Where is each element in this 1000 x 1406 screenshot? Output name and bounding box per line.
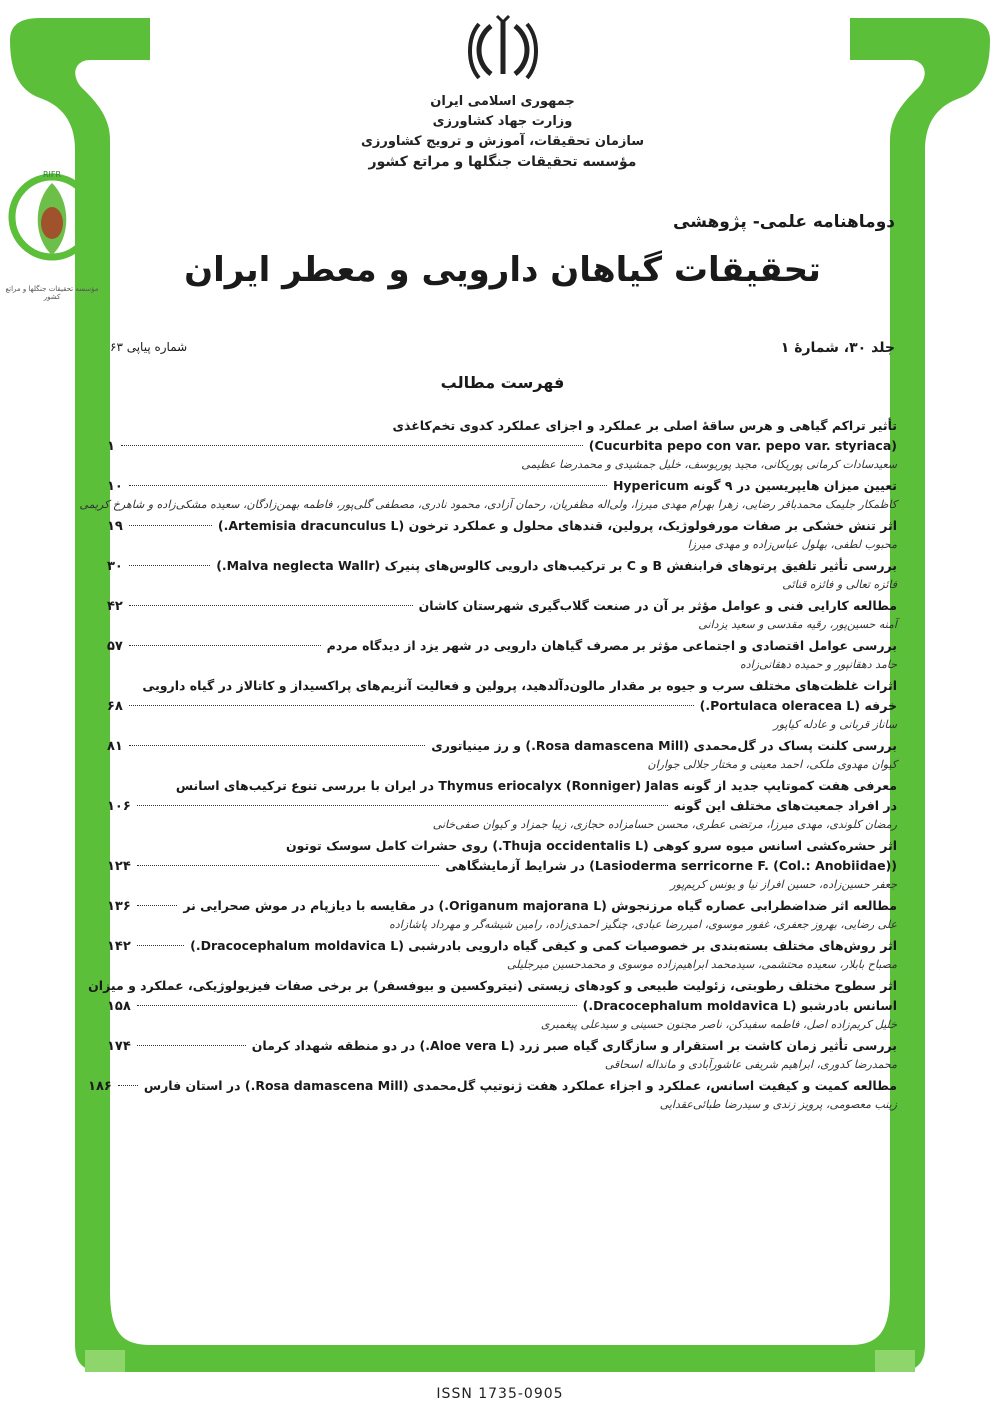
toc-entry[interactable] — [107, 636, 897, 673]
issuer-line: مؤسسه تحقیقات جنگلها و مراتع کشور — [368, 154, 637, 170]
toc-title-line — [107, 596, 897, 617]
toc-authors: خلیل کریم‌زاده اصل، فاطمه سفیدکن، ناصر مجنون حسینی و سیدعلی پیغمبری — [540, 1018, 897, 1031]
dot-leader — [129, 705, 694, 706]
toc-page-number: ۳۰ — [107, 559, 123, 574]
toc-title-line — [88, 1076, 897, 1097]
toc-title-text: بررسی تأثیر تلفیق پرتوهای فرابنفش B و C بر ترکیب‌های دارویی کالوس‌های پنیرک (Malva neglecta Wallr.) — [216, 558, 897, 573]
toc-title-line — [107, 416, 897, 436]
toc-authors: حامد دهقانپور و حمیده دهقانی‌زاده — [740, 658, 897, 671]
toc-title-text: معرفی هفت کموتایپ جدید از گونه Thymus eriocalyx (Ronniger) Jalas در ایران با بررسی تنوع ترکیب‌های اسانس — [175, 778, 897, 793]
toc-title-text: اثرات غلظت‌های مختلف سرب و جیوه بر مقدار مالون‌دآلدهید، پرولین و فعالیت آنزیم‌های پراکسیداز و کاتالاز در گیاه دارویی — [142, 678, 897, 693]
toc-title-text: تعیین میزان هایپریسین در ۹ گونه Hypericum — [612, 478, 897, 493]
toc-title-text: تأثیر تراکم گیاهی و هرس ساقهٔ اصلی بر عملکرد و اجزای عملکرد کدوی تخم‌کاغذی — [392, 418, 897, 433]
toc-page-number: ۱۳۶ — [107, 899, 131, 914]
toc-authors: آمنه حسین‌پور، رقیه مقدسی و سعید یزدانی — [698, 618, 897, 631]
toc-entry[interactable] — [107, 936, 897, 973]
toc-title-text: اثر حشره‌کشی اسانس میوه سرو کوهی (Thuja occidentalis L.) روی حشرات کامل سوسک توتون — [285, 838, 897, 853]
toc-entry[interactable] — [107, 556, 897, 593]
toc-title-line — [107, 936, 897, 957]
toc-authors: مصباح بابلار، سعیده محتشمی، سیدمحمد ابراهیم‌زاده موسوی و محمدحسین میرجلیلی — [507, 958, 897, 971]
toc-authors: محبوب لطفی، بهلول عباس‌زاده و مهدی میرزا — [687, 538, 897, 551]
dot-leader — [129, 645, 321, 646]
dot-leader — [118, 1085, 138, 1086]
toc-authors: ساناز قربانی و عادله کیاپور — [773, 718, 897, 731]
toc-title-line — [107, 896, 897, 917]
dot-leader — [137, 865, 440, 866]
toc-entry[interactable] — [79, 476, 897, 513]
table-of-contents — [79, 416, 897, 1116]
toc-authors: فائزه تعالی و فائزه قنائی — [782, 578, 897, 591]
toc-title-line — [107, 476, 897, 497]
toc-authors: علی رضایی، بهروز جعفری، غفور موسوی، امیررضا عبادی، چنگیز احمدی‌زاده، رامین شیشه‌گر و مهرداد پاشازاده — [389, 918, 897, 931]
dot-leader — [137, 1005, 577, 1006]
toc-entry[interactable] — [107, 516, 897, 553]
toc-title-text: اسانس بادرشبو (Dracocephalum moldavica L.) — [582, 998, 897, 1013]
national-emblem-icon — [465, 12, 541, 82]
dot-leader — [137, 1045, 246, 1046]
toc-entry[interactable] — [107, 416, 897, 473]
toc-entry[interactable] — [107, 1036, 897, 1073]
toc-title-line — [88, 976, 897, 996]
toc-entry[interactable] — [107, 736, 897, 773]
toc-title-line — [107, 636, 897, 657]
dot-leader — [137, 805, 668, 806]
toc-page-number: ۱۰۶ — [107, 799, 131, 814]
toc-title-text: اثر تنش خشکی بر صفات مورفولوژیک، پرولین، قندهای محلول و عملکرد ترخون (Artemisia dracunculus L.) — [217, 518, 897, 533]
toc-title-text: خرفه (Portulaca oleracea L.) — [699, 698, 897, 713]
logo-acronym: RIFR — [42, 170, 62, 179]
serial-number: شماره پیاپی ۶۳ — [110, 340, 188, 354]
toc-title-text: بررسی عوامل اقتصادی و اجتماعی مؤثر بر مصرف گیاهان دارویی در شهر یزد از دیدگاه مردم — [326, 638, 897, 653]
dot-leader — [137, 945, 184, 946]
toc-title-line — [107, 836, 897, 856]
issn: ISSN 1735-0905 — [436, 1386, 564, 1402]
toc-page-number: ۱۲۴ — [107, 859, 131, 874]
toc-authors: رمضان کلوندی، مهدی میرزا، مرتضی عطری، محسن حسامزاده حجازی، زیبا جمزاد و کیوان صفی‌خانی — [432, 818, 897, 831]
toc-title-text: بررسی تأثیر زمان کاشت بر استقرار و سازگاری گیاه صبر زرد (Aloe vera L.) در دو منطقه شهداد کرمان — [251, 1038, 897, 1053]
toc-title-line — [107, 556, 897, 577]
toc-title-line — [107, 696, 897, 717]
toc-title-text: (Lasioderma serricorne F. (Col.: Anobiidae)) در شرایط آزمایشگاهی — [445, 858, 897, 873]
toc-entry[interactable] — [107, 596, 897, 633]
toc-page-number: ۱۰ — [107, 479, 123, 494]
toc-entry[interactable] — [107, 776, 897, 833]
toc-page-number: ۱۹ — [107, 519, 123, 534]
toc-title-text: مطالعه اثر ضداضطرابی عصاره گیاه مرزنجوش (Origanum majorana L.) در مقایسه با دیازپام در موش صحرایی نر — [183, 898, 897, 913]
dot-leader — [129, 525, 212, 526]
dot-leader — [129, 605, 413, 606]
toc-page-number: ۱۵۸ — [107, 999, 131, 1014]
toc-authors: زینب معصومی، پرویز زندی و سیدرضا طبائی‌عقدایی — [659, 1098, 897, 1111]
toc-authors: محمدرضا کدوری، ابراهیم شریفی عاشورآبادی و مانداله اسحاقی — [604, 1058, 897, 1071]
journal-title: تحقیقات گیاهان دارویی و معطر ایران — [184, 250, 821, 290]
toc-title-text: بررسی کلنت پساک در گل‌محمدی (Rosa damascena Mill.) و رز مینیاتوری — [431, 738, 897, 753]
issuer-line: وزارت جهاد کشاورزی — [432, 114, 573, 129]
toc-heading: فهرست مطالب — [440, 373, 565, 392]
toc-title-line — [107, 736, 897, 757]
toc-title-line — [107, 1036, 897, 1057]
dot-leader — [129, 485, 607, 486]
toc-authors: کاظمکار جلیمک محمدباقر رضایی، زهرا بهرام مهدی میرزا، ولی‌اله مظفریان، رحمان آزادی، محمود نادری، مصطفی گلی‌پور، فاطمه بهمن‌زادگان، سعیده مشکی‌زاده و شاهرخ کریمی — [79, 498, 897, 511]
toc-page-number: ۸۱ — [107, 739, 123, 754]
toc-title-line — [107, 796, 897, 817]
toc-page-number: ۱۷۴ — [107, 1039, 131, 1054]
issuer-block — [100, 92, 905, 172]
toc-title-line — [107, 856, 897, 877]
toc-title-text: اثر سطوح مختلف رطوبتی، زئولیت طبیعی و کودهای زیستی (نیتروکسین و بیوفسفر) بر برخی صفات فیزیولوژیکی، عملکرد و میزان — [88, 978, 897, 993]
toc-authors: سعیدسادات کرمانی پوریکانی، مجید پوریوسف، خلیل جمشیدی و محمدرضا عظیمی — [521, 458, 897, 471]
dot-leader — [137, 905, 178, 906]
issuer-line: سازمان تحقیقات، آموزش و ترویج کشاورزی — [360, 134, 645, 149]
toc-title-line — [107, 516, 897, 537]
toc-entry[interactable] — [107, 836, 897, 893]
toc-entry[interactable] — [107, 896, 897, 933]
toc-title-line — [107, 776, 897, 796]
toc-title-line — [107, 996, 897, 1017]
toc-title-line — [107, 436, 897, 457]
leaf-emblem-icon — [4, 155, 100, 285]
dot-leader — [121, 445, 583, 446]
toc-title-text: مطالعه کارایی فنی و عوامل مؤثر بر آن در صنعت گلاب‌گیری شهرستان کاشان — [418, 598, 897, 613]
toc-page-number: ۴۲ — [107, 599, 123, 614]
toc-title-line — [107, 676, 897, 696]
toc-title-text: در افراد جمعیت‌های مختلف این گونه — [673, 798, 897, 813]
logo-caption: مؤسسه تحقیقات جنگلها و مراتع کشور — [5, 285, 99, 301]
toc-page-number: ۱ — [107, 439, 115, 454]
toc-entry[interactable] — [107, 676, 897, 733]
toc-page-number: ۶۸ — [107, 699, 123, 714]
toc-title-text: (Cucurbita pepo con var. pepo var. styriaca) — [588, 438, 897, 453]
journal-type: دوماهنامه علمی- پژوهشی — [673, 212, 895, 232]
issuer-line: جمهوری اسلامی ایران — [430, 94, 575, 109]
dot-leader — [129, 745, 425, 746]
toc-authors: کیوان مهدوی ملکی، احمد معینی و مختار جلالی جواران — [647, 758, 897, 771]
toc-title-text: اثر روش‌های مختلف بسته‌بندی بر خصوصیات کمی و کیفی گیاه دارویی بادرشبی (Dracocephalum moldavica L.) — [190, 938, 897, 953]
toc-entry[interactable] — [88, 1076, 897, 1113]
volume-issue: جلد ۳۰، شمارهٔ ۱ — [780, 340, 895, 356]
toc-page-number: ۱۴۲ — [107, 939, 131, 954]
institute-logo — [4, 155, 100, 305]
toc-authors: جعفر حسین‌زاده، حسین افراز نیا و یونس کریم‌پور — [670, 878, 897, 891]
toc-page-number: ۱۸۶ — [88, 1079, 112, 1094]
dot-leader — [129, 565, 210, 566]
toc-entry[interactable] — [88, 976, 897, 1033]
toc-page-number: ۵۷ — [107, 639, 123, 654]
toc-title-text: مطالعه کمیت و کیفیت اسانس، عملکرد و اجزاء عملکرد هفت ژنوتیپ گل‌محمدی (Rosa damascena Mill.) در استان فارس — [143, 1078, 897, 1093]
